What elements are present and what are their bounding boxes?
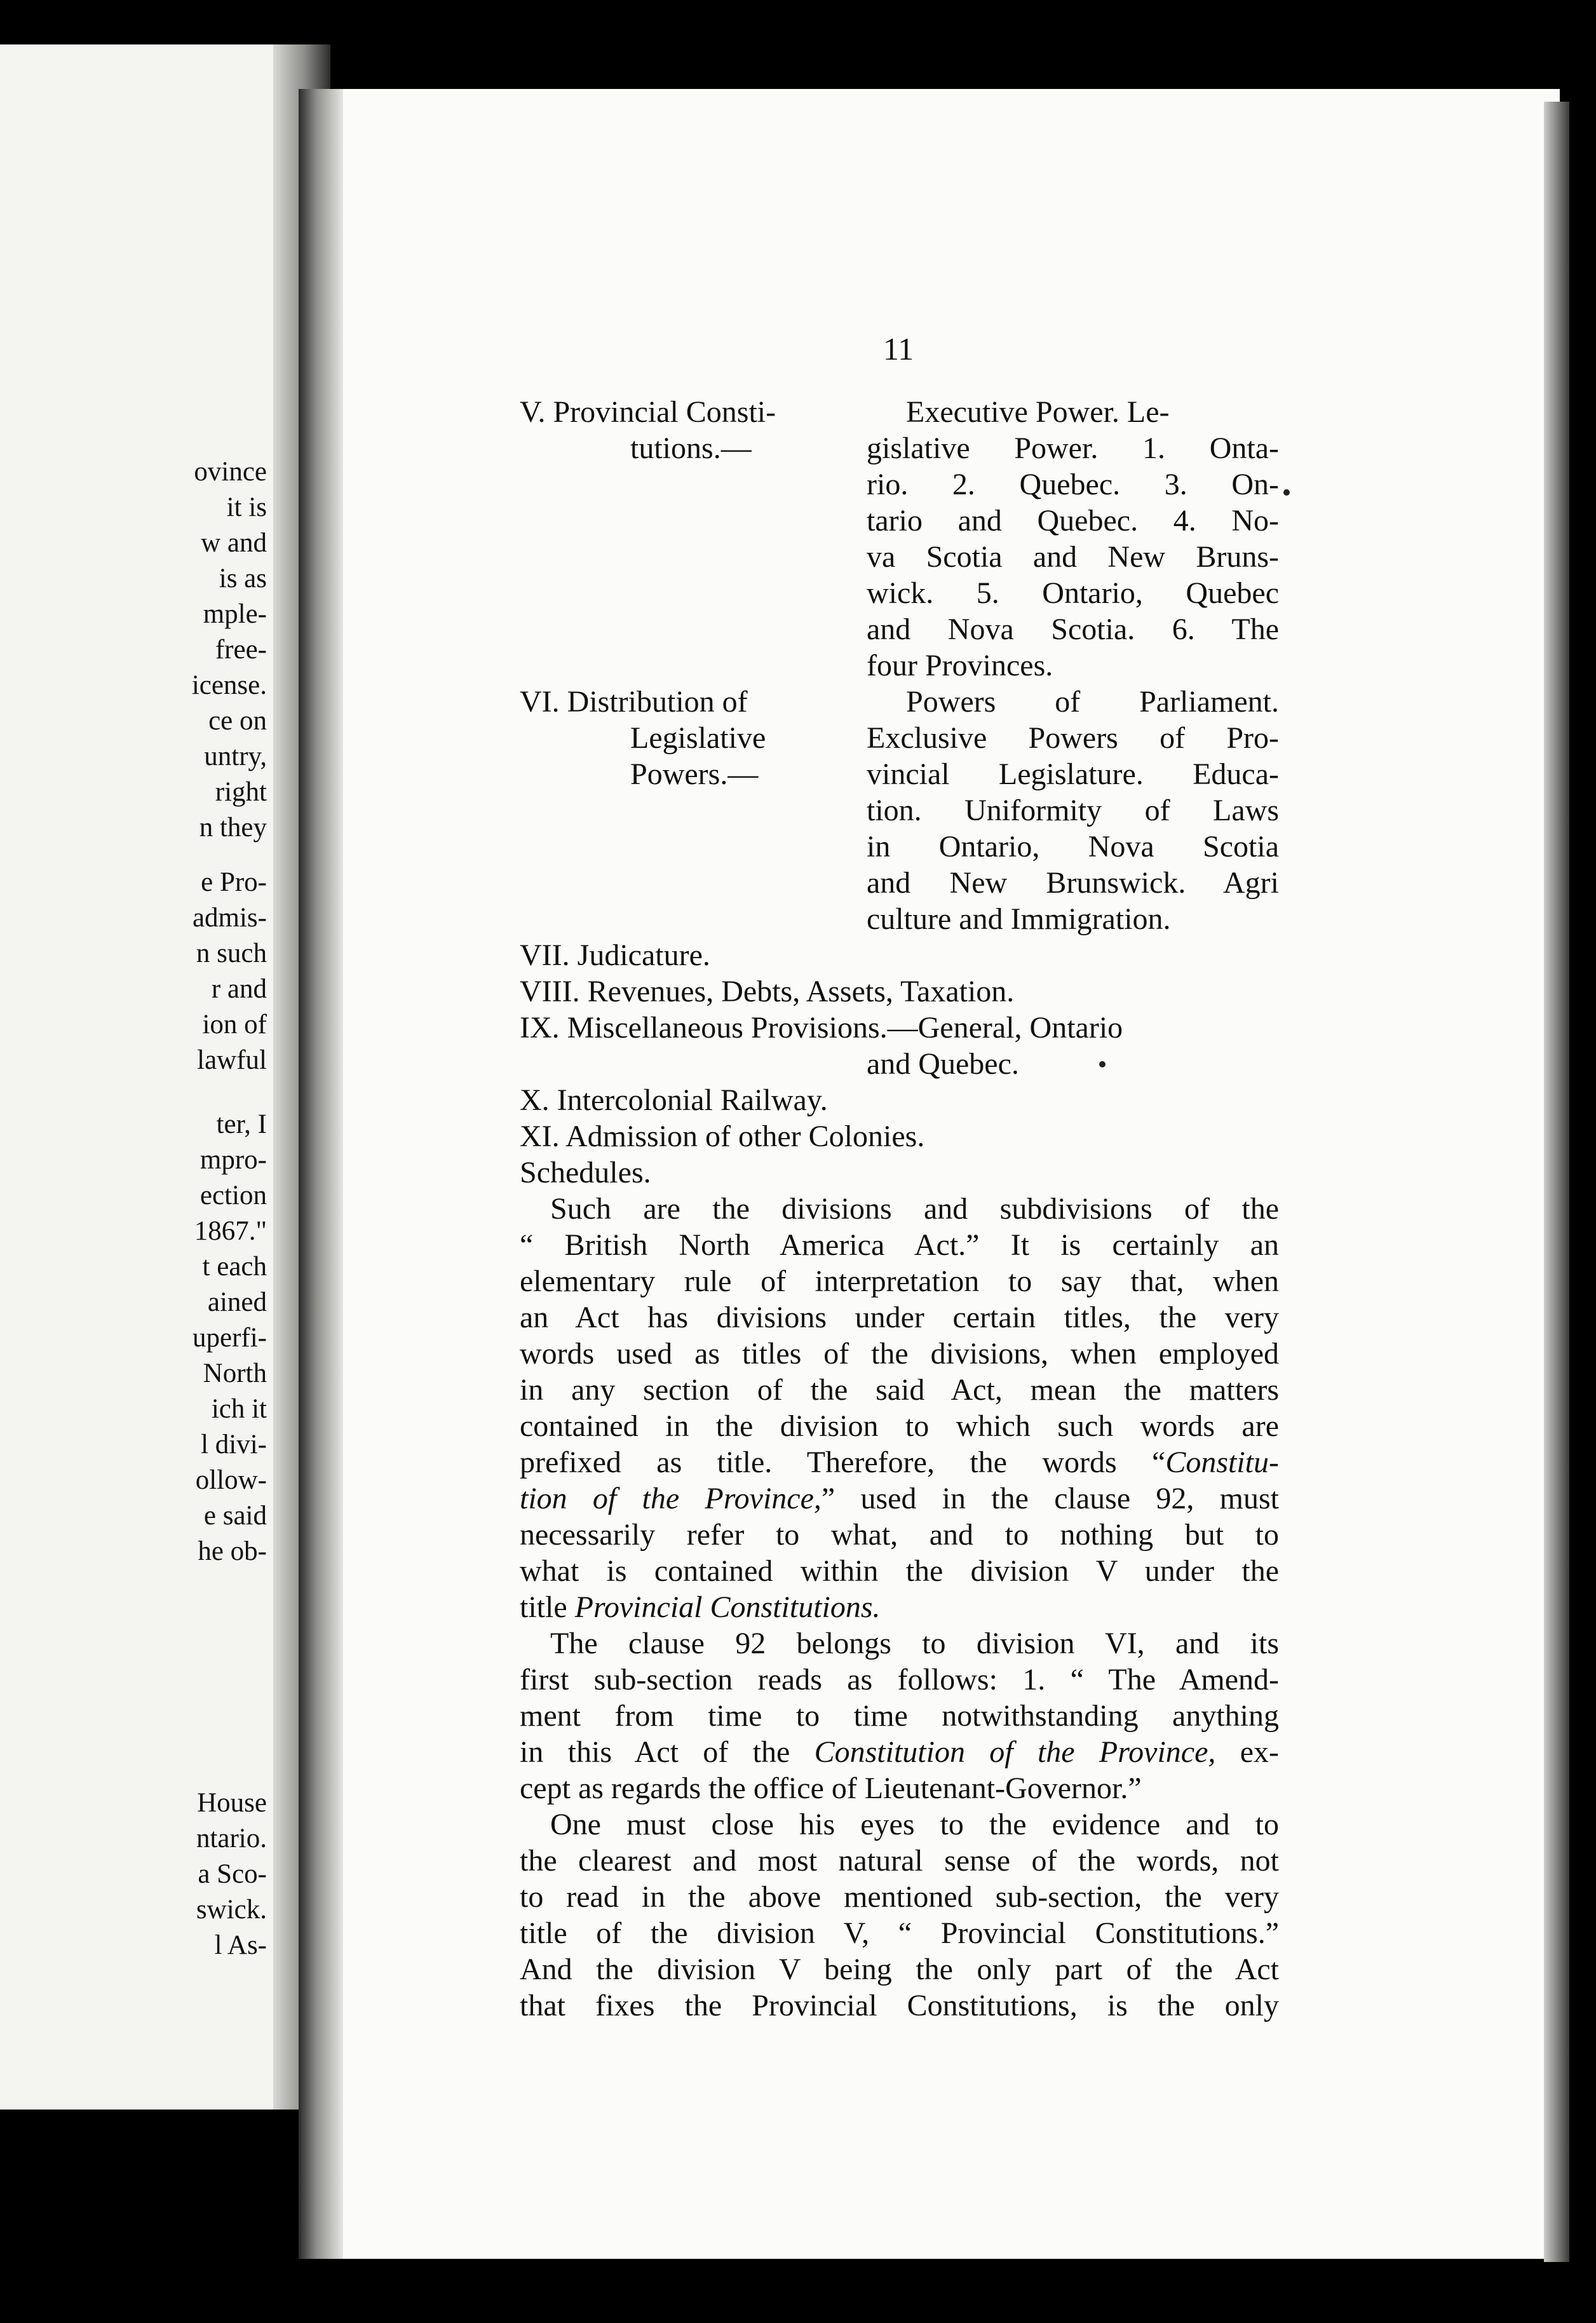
left-page-line-fragment: it is xyxy=(226,492,267,522)
toc-desc-line: tario and Quebec. 4. No- xyxy=(867,504,1279,538)
toc-desc-line: Exclusive Powers of Pro- xyxy=(867,721,1279,755)
right-gutter-shadow xyxy=(299,89,343,2259)
paragraph-line: Such are the divisions and subdivisions of the xyxy=(550,1192,1279,1226)
italic-run: Constitution of the Province, xyxy=(814,1735,1216,1769)
left-page-line-fragment: ce on xyxy=(208,706,267,736)
paragraph-line: the clearest and most natural sense of the words, not xyxy=(520,1844,1279,1878)
ink-speck xyxy=(1283,489,1290,496)
left-page-line-fragment: lawful xyxy=(197,1045,267,1075)
toc-description xyxy=(867,394,1279,684)
paragraph-line xyxy=(520,1734,1279,1770)
paragraph-divisions xyxy=(520,1191,1279,1625)
toc-desc-line: Powers of Parliament. xyxy=(906,685,1279,719)
toc-desc-line: rio. 2. Quebec. 3. On- xyxy=(867,468,1279,501)
page-number: 11 xyxy=(883,331,914,367)
left-page-line-fragment: 1867." xyxy=(194,1216,267,1246)
left-page-line-fragment: free- xyxy=(215,635,267,665)
paragraph-line: The clause 92 belongs to division VI, and its xyxy=(550,1627,1279,1660)
toc-title-line: Powers.— xyxy=(630,757,759,791)
paragraph-clause-92 xyxy=(520,1625,1279,1806)
toc-desc-line: and New Brunswick. Agri xyxy=(867,866,1279,900)
paragraph-line xyxy=(520,1480,1279,1517)
toc-title xyxy=(520,684,850,792)
left-page-line-fragment: ich it xyxy=(211,1394,267,1424)
left-page-line-fragment: ollow- xyxy=(195,1465,267,1495)
toc-entry-vi xyxy=(520,684,1279,937)
page-content xyxy=(520,394,1279,2024)
paragraph-line: One must close his eyes to the evidence and to xyxy=(550,1808,1279,1841)
toc-entry-ix: IX. Miscellaneous Provisions.—General, Ontario xyxy=(520,1011,1123,1045)
left-facing-page xyxy=(0,44,292,2110)
paragraph-line xyxy=(520,1444,1279,1480)
paragraph-line: an Act has divisions under certain titles, the very xyxy=(520,1301,1279,1334)
text-run: prefixed as title. Therefore, the words “ xyxy=(520,1446,1166,1479)
left-page-line-fragment: n such xyxy=(196,938,267,968)
toc-description xyxy=(867,684,1279,937)
toc-title-line: V. Provincial Consti- xyxy=(520,395,776,429)
left-page-line-fragment: North xyxy=(203,1358,267,1388)
paragraph-line: necessarily refer to what, and to nothing but to xyxy=(520,1518,1279,1552)
left-page-line-fragment: n they xyxy=(199,813,267,843)
left-page-line-fragment: ion of xyxy=(202,1010,267,1040)
toc-desc-line: four Provinces. xyxy=(867,649,1053,682)
toc-title-line: Legislative xyxy=(630,721,766,755)
ink-speck xyxy=(1099,1061,1106,1067)
text-run: ex- xyxy=(1240,1735,1280,1769)
left-page-line-fragment: t each xyxy=(202,1252,267,1282)
left-page-line-fragment: l divi- xyxy=(201,1430,267,1459)
toc-entry-xi: XI. Admission of other Colonies. xyxy=(520,1120,925,1153)
left-page-line-fragment: ovince xyxy=(194,457,267,487)
left-page-line-fragment: e Pro- xyxy=(201,867,267,897)
left-page-line-fragment: ection xyxy=(200,1181,267,1210)
toc-desc-line: culture and Immigration. xyxy=(867,902,1171,936)
paragraph-line: ment from time to time notwithstanding anything xyxy=(520,1699,1279,1733)
toc-desc-line: in Ontario, Nova Scotia xyxy=(867,830,1279,864)
italic-run: tion of the Province, xyxy=(520,1482,822,1515)
paragraph-line: that fixes the Provincial Constitutions, is the only xyxy=(520,1989,1279,2022)
paragraph-line: title of the division V, “ Provincial Constitutions.” xyxy=(520,1916,1279,1950)
toc-schedules: Schedules. xyxy=(520,1156,651,1189)
toc-entry-vii: VII. Judicature. xyxy=(520,938,710,972)
paragraph-line: cept as regards the office of Lieutenant-Governor.” xyxy=(520,1771,1142,1805)
paragraph-line: elementary rule of interpretation to say that, when xyxy=(520,1264,1279,1298)
italic-run: Provincial Constitutions. xyxy=(574,1590,881,1624)
left-page-line-fragment: mpro- xyxy=(200,1145,267,1175)
page-edge-shadow xyxy=(1544,102,1569,2262)
left-page-line-fragment: is as xyxy=(219,564,267,593)
text-run: in this Act of the xyxy=(520,1735,790,1769)
left-page-line-fragment: admis- xyxy=(192,903,267,933)
left-page-line-fragment: House xyxy=(197,1788,267,1818)
paragraph-line: And the division V being the only part of the Act xyxy=(520,1953,1279,1986)
toc-desc-line: gislative Power. 1. Onta- xyxy=(867,431,1279,465)
paragraph-line: “ British North America Act.” It is certainly an xyxy=(520,1228,1279,1262)
paragraph-line xyxy=(520,1589,1279,1625)
toc-desc-line: and Nova Scotia. 6. The xyxy=(867,613,1279,646)
toc-title xyxy=(520,394,850,466)
left-page-line-fragment: w and xyxy=(201,528,267,558)
toc-entry-ix-continued: and Quebec. xyxy=(867,1047,1019,1081)
paragraph-line: in any section of the said Act, mean the matters xyxy=(520,1373,1279,1407)
toc-desc-line: va Scotia and New Bruns- xyxy=(867,540,1279,574)
toc-title-line: VI. Distribution of xyxy=(520,685,748,719)
paragraph-line: first sub-section reads as follows: 1. “ The Amend- xyxy=(520,1663,1279,1697)
left-page-line-fragment: ter, I xyxy=(216,1109,267,1139)
toc-entry-viii: VIII. Revenues, Debts, Assets, Taxation. xyxy=(520,975,1015,1008)
left-page-line-fragment: ntario. xyxy=(196,1824,267,1853)
text-run: title xyxy=(520,1590,567,1624)
paragraph-evidence xyxy=(520,1806,1279,2024)
toc-entry-v xyxy=(520,394,1279,684)
paragraph-line: what is contained within the division V under the xyxy=(520,1554,1279,1588)
left-page-line-fragment: e said xyxy=(203,1501,267,1531)
left-page-line-fragment: right xyxy=(215,777,267,807)
paragraph-line: contained in the division to which such words are xyxy=(520,1409,1279,1443)
toc-title-line: tutions.— xyxy=(630,431,752,465)
left-page-line-fragment: untry, xyxy=(204,742,267,771)
paragraph-line: to read in the above mentioned sub-section, the very xyxy=(520,1880,1279,1914)
left-page-line-fragment: a Sco- xyxy=(198,1859,267,1889)
text-run: ” used in the clause 92, must xyxy=(821,1482,1280,1515)
left-page-line-fragment: swick. xyxy=(196,1895,267,1925)
paragraph-line: words used as titles of the divisions, when employed xyxy=(520,1337,1279,1371)
toc-desc-line: vincial Legislature. Educa- xyxy=(867,757,1279,791)
toc-entry-x: X. Intercolonial Railway. xyxy=(520,1083,828,1117)
left-page-line-fragment: icense. xyxy=(191,670,267,700)
italic-run: Constitu- xyxy=(1165,1446,1279,1479)
toc-desc-line: tion. Uniformity of Laws xyxy=(867,794,1279,827)
left-page-line-fragment: r and xyxy=(211,974,267,1004)
left-page-line-fragment: l As- xyxy=(214,1930,267,1960)
toc-desc-line: wick. 5. Ontario, Quebec xyxy=(867,576,1279,610)
left-page-line-fragment: uperfi- xyxy=(193,1323,267,1353)
toc-desc-line: Executive Power. Le- xyxy=(906,395,1170,429)
left-page-line-fragment: ained xyxy=(207,1287,267,1317)
left-page-line-fragment: he ob- xyxy=(198,1536,267,1566)
left-page-line-fragment: mple- xyxy=(203,599,267,629)
